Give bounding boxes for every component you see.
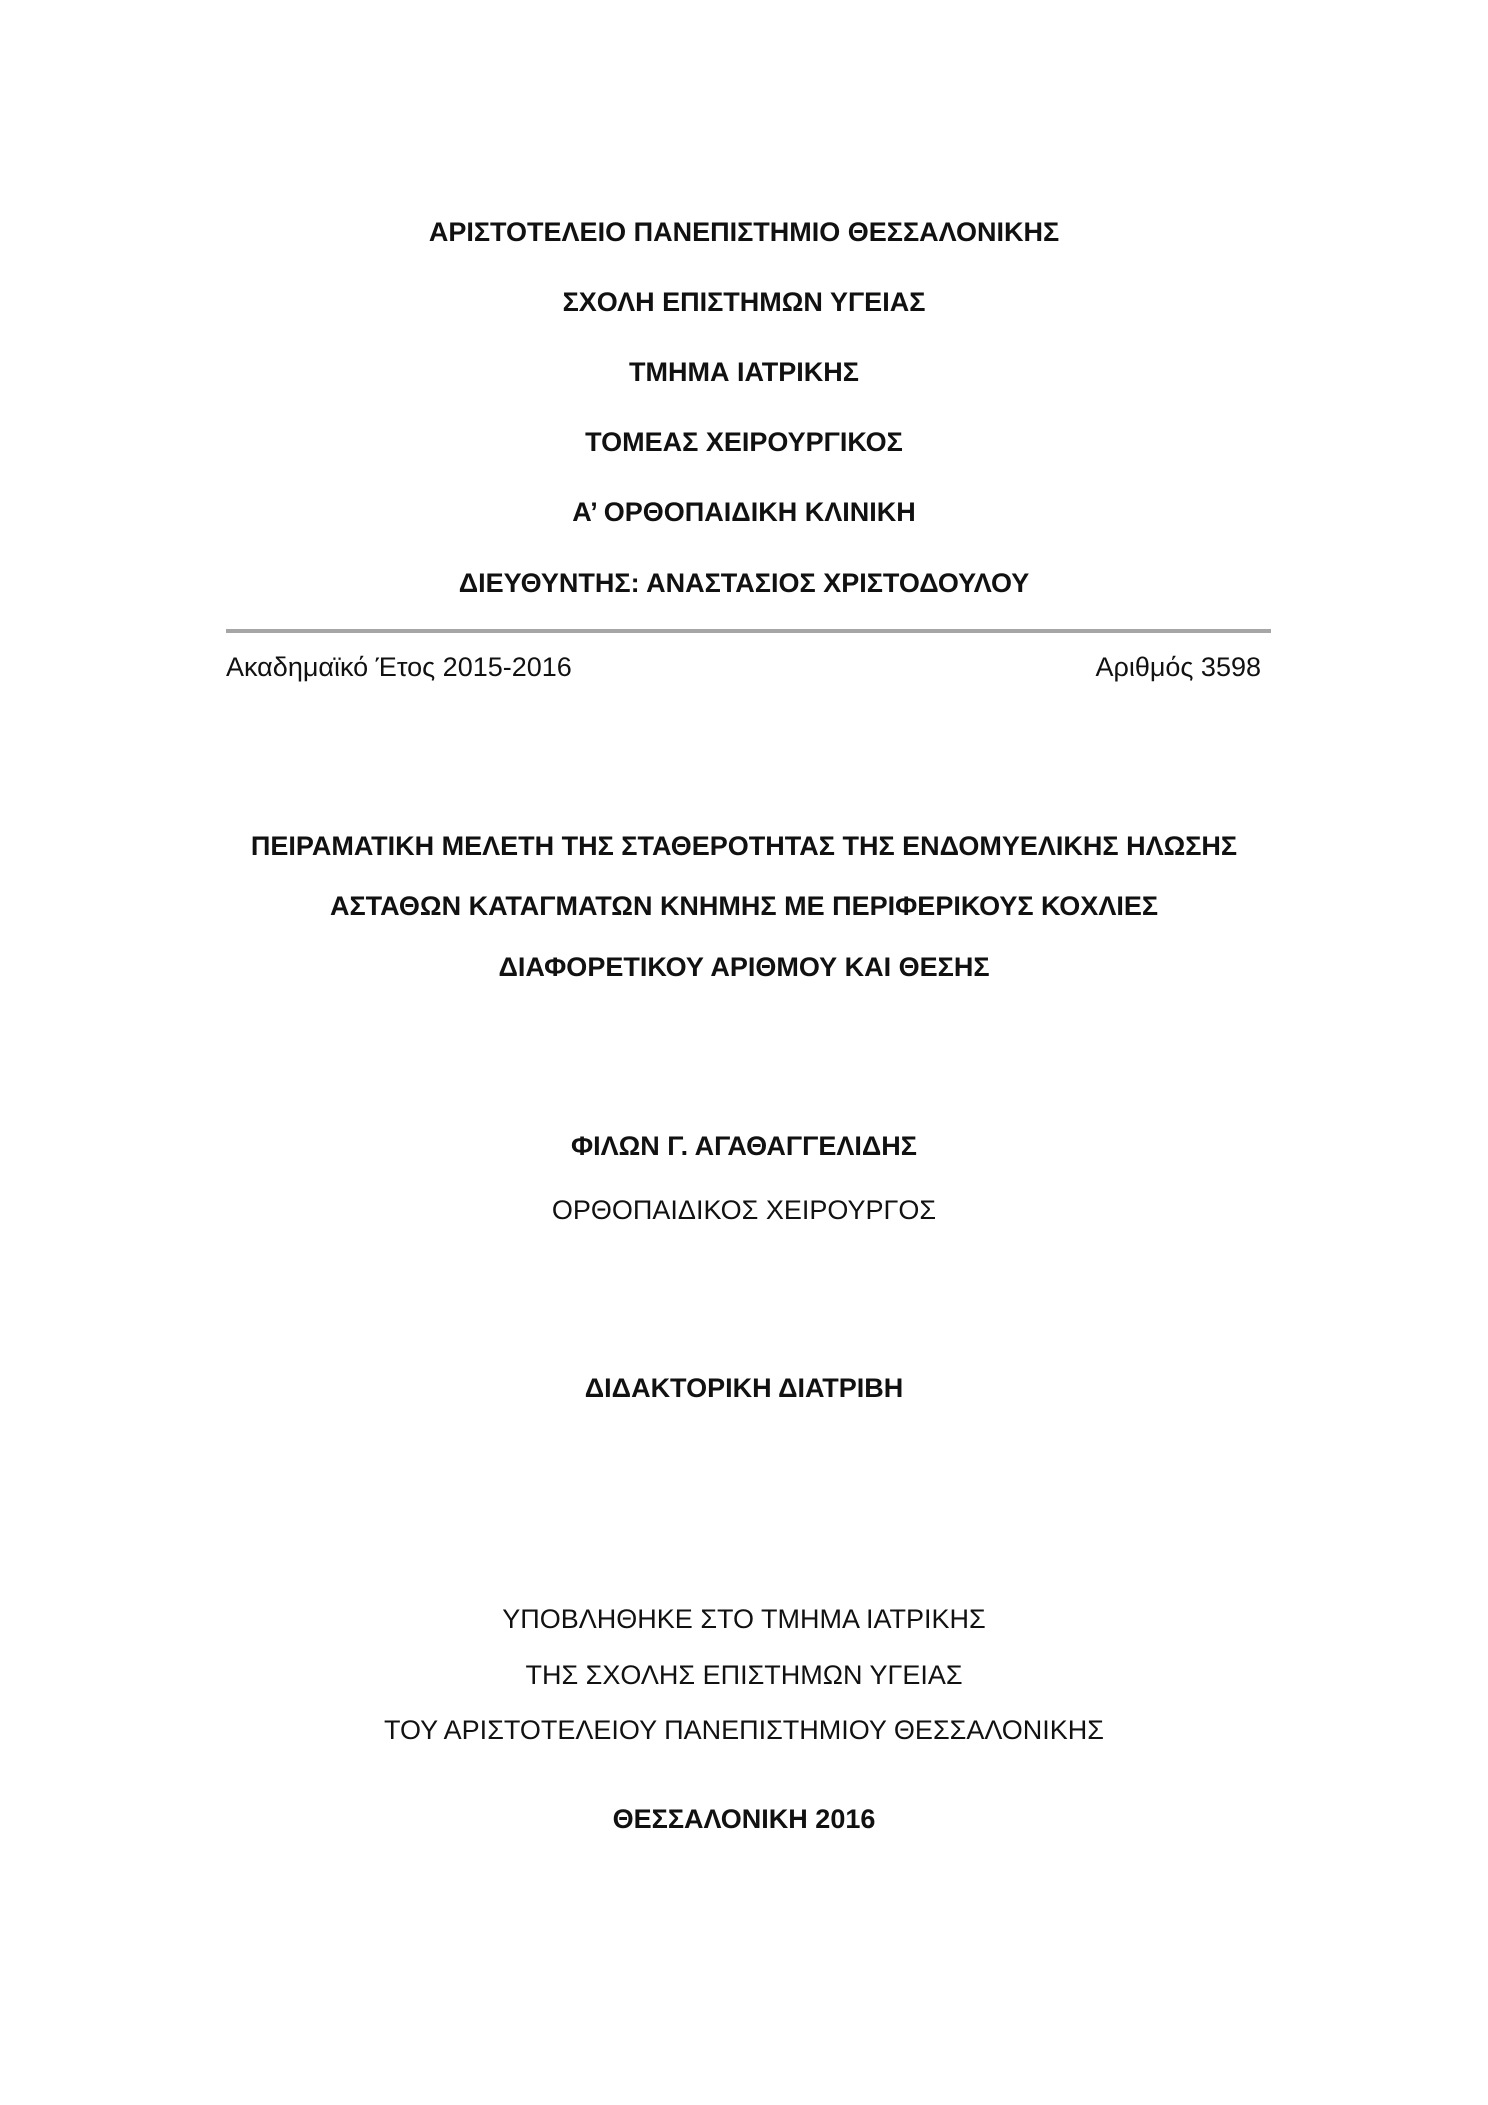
document-type: ΔΙΔΑΚΤΟΡΙΚΗ ΔΙΑΤΡΙΒΗ <box>584 1373 904 1403</box>
university-name: ΑΡΙΣΤΟΤΕΛΕΙΟ ΠΑΝΕΠΙΣΤΗΜΙΟ ΘΕΣΣΑΛΟΝΙΚΗΣ <box>428 217 1060 247</box>
title-line: ΠΕΙΡΑΜΑΤΙΚΗ ΜΕΛΕΤΗ ΤΗΣ ΣΤΑΘΕΡΟΤΗΤΑΣ ΤΗΣ ΕΝΔΟΜΥΕΛΙΚΗΣ ΗΛΩΣΗΣ <box>250 831 1238 861</box>
author-name: ΦΙΛΩΝ Γ. ΑΓΑΘΑΓΓΕΛΙΔΗΣ <box>570 1131 917 1161</box>
sector-name: ΤΟΜΕΑΣ ΧΕΙΡΟΥΡΓΙΚΟΣ <box>585 427 903 457</box>
submission-line: ΤΟΥ ΑΡΙΣΤΟΤΕΛΕΙΟΥ ΠΑΝΕΠΙΣΤΗΜΙΟΥ ΘΕΣΣΑΛΟΝΙΚΗΣ <box>384 1715 1104 1745</box>
author-role: ΟΡΘΟΠΑΙΔΙΚΟΣ ΧΕΙΡΟΥΡΓΟΣ <box>551 1195 937 1225</box>
clinic-name: Α’ ΟΡΘΟΠΑΙΔΙΚΗ ΚΛΙΝΙΚΗ <box>572 497 916 527</box>
document-number: Αριθμός 3598 <box>1095 652 1261 682</box>
title-line: ΑΣΤΑΘΩΝ ΚΑΤΑΓΜΑΤΩΝ ΚΝΗΜΗΣ ΜΕ ΠΕΡΙΦΕΡΙΚΟΥΣ ΚΟΧΛΙΕΣ <box>329 891 1159 921</box>
department-name: ΤΜΗΜΑ ΙΑΤΡΙΚΗΣ <box>629 357 859 387</box>
header-divider <box>226 629 1271 633</box>
title-line: ΔΙΑΦΟΡΕΤΙΚΟΥ ΑΡΙΘΜΟΥ ΚΑΙ ΘΕΣΗΣ <box>498 952 990 982</box>
director-name: ΔΙΕΥΘΥΝΤΗΣ: ΑΝΑΣΤΑΣΙΟΣ ΧΡΙΣΤΟΔΟΥΛΟΥ <box>458 568 1030 598</box>
submission-line: ΤΗΣ ΣΧΟΛΗΣ ΕΠΙΣΤΗΜΩΝ ΥΓΕΙΑΣ <box>525 1660 963 1690</box>
school-name: ΣΧΟΛΗ ΕΠΙΣΤΗΜΩΝ ΥΓΕΙΑΣ <box>562 287 926 317</box>
submission-line: ΥΠΟΒΛΗΘΗΚΕ ΣΤΟ ΤΜΗΜΑ ΙΑΤΡΙΚΗΣ <box>502 1604 986 1634</box>
academic-year: Ακαδημαϊκό Έτος 2015-2016 <box>226 652 572 682</box>
place-year: ΘΕΣΣΑΛΟΝΙΚΗ 2016 <box>612 1804 876 1834</box>
